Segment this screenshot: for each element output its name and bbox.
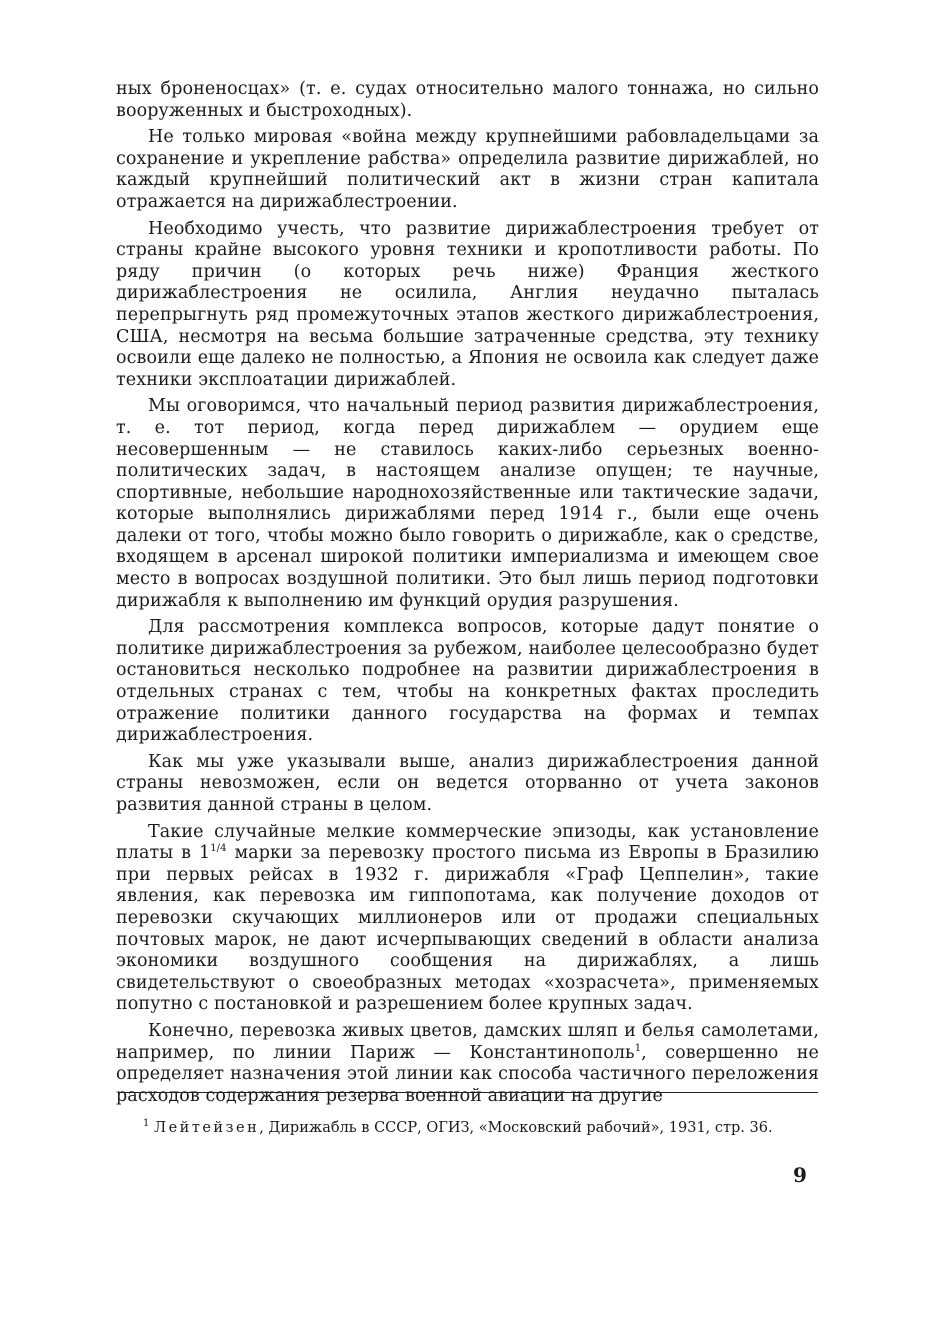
paragraph-6: Как мы уже указывали выше, анализ дирижаблестроения данной страны невозможен, если он ведется оторванно от учета законов развития данной страны в целом. <box>116 751 819 815</box>
paragraph-7 <box>116 822 819 1016</box>
paragraph-8-text-end: , совершенно не определяет назначения этой линии как способа частичного переложения расходов содержания резерва военной авиации на другие <box>116 1042 820 1106</box>
footnote-author: Лейтейзен <box>153 1120 260 1136</box>
paragraph-8 <box>116 1021 819 1107</box>
paragraph-7-text-end: марки за перевозку простого письма из Европы в Бразилию при первых рейсах в 1932 г. дирижабля «Граф Цеппелин», такие явления, как перевозка им гиппопотама, как получение доходов от перевозки скучающих миллионеров или от продажи специальных почтовых марок, не дают исчерпывающих сведений в области анализа экономики воздушного сообщения на дирижаблях, а лишь свидетельствуют о своеобразных методах «хозрасчета», применяемых попутно с постановкой и разрешением более крупных задач. <box>116 843 819 1015</box>
paragraph-3: Необходимо учесть, что развитие дирижаблестроения требует от страны крайне высокого уровня техники и кропотливости работы. По ряду причин (о которых речь ниже) Франция жесткого дирижаблестроения не осилила, Англия неудачно пыталась перепрыгнуть ряд промежуточных этапов жесткого дирижаблестроения, США, несмотря на весьма большие затраченные средства, эту технику освоили еще далеко не полностью, а Япония не освоила как следует даже техники эксплоатации дирижаблей. <box>116 218 819 390</box>
paragraph-4: Мы оговоримся, что начальный период развития дирижаблестроения, т. е. тот период, когда перед дирижаблем — орудием еще несовершенным — не ставилось каких-либо серьезных военно-политических задач, в настоящем анализе опущен; те научные, спортивные, небольшие народнохозяйственные или тактические задачи, которые выполнялись дирижаблями перед 1914 г., были еще очень далеки от того, чтобы можно было говорить о дирижабле, как о средстве, входящем в арсенал широкой политики империализма и имеющем свое место в вопросах воздушной политики. Это был лишь период подготовки дирижабля к выполнению им функций орудия разрушения. <box>116 396 819 611</box>
footnote-marker: 1 <box>143 1118 150 1130</box>
footnote-divider <box>119 1092 818 1093</box>
footnote-text: , Дирижабль в СССР, ОГИЗ, «Московский рабочий», 1931, стр. 36. <box>259 1120 773 1136</box>
paragraph-8-text-start: Конечно, перевозка живых цветов, дамских шляп и белья самолетами, например, по линии Париж — Константинополь <box>116 1020 819 1063</box>
paragraph-7-text-start: Такие случайные мелкие коммерческие эпизоды, как установление платы в 1 <box>116 821 819 864</box>
page-number: 9 <box>793 1163 807 1187</box>
paragraph-2: Не только мировая «война между крупнейшими рабовладельцами за сохранение и укрепление рабства» определила развитие дирижаблей, но каждый крупнейший политический акт в жизни стран капитала отражается на дирижаблестроении. <box>116 127 819 212</box>
paragraph-1: ных броненосцах» (т. е. судах относительно малого тоннажа, но сильно вооруженных и быстроходных). <box>116 79 819 121</box>
paragraph-5: Для рассмотрения комплекса вопросов, которые дадут понятие о политике дирижаблестроения за рубежом, наиболее целесообразно будет остановиться несколько подробнее на развитии дирижаблестроения в отдельных странах с тем, чтобы на конкретных фактах проследить отражение политики данного государства на формах и темпах дирижаблестроения. <box>116 617 819 746</box>
page-body <box>116 79 819 1107</box>
footnote <box>119 1118 819 1138</box>
footnote-reference[interactable]: 1 <box>634 1042 642 1054</box>
fraction-superscript: 1/4 <box>210 843 227 855</box>
